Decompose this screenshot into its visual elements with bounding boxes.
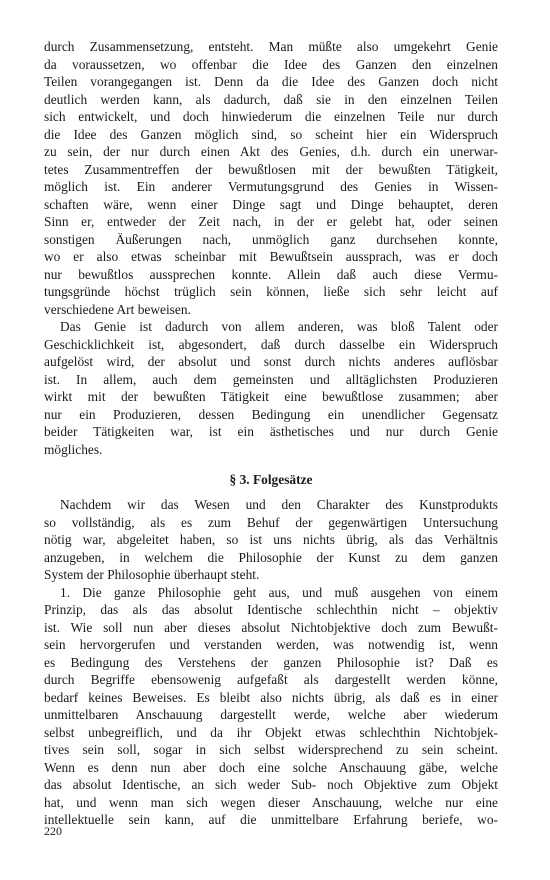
text-line: nur ein Produzieren, dessen Bedingung ein unendlicher Gegensatz: [44, 406, 498, 422]
text-line: mögliches.: [44, 441, 103, 457]
text-line: schaften wäre, wenn einer Dinge sagt und Dinge behauptet, deren: [44, 196, 498, 212]
text-line: unmittelbaren Anschauung dargestellt werde, welche aber wiederum: [44, 707, 498, 722]
text-line: aufgelöst wird, der absolut und sonst durch nichts anderes auflösbar: [44, 354, 498, 369]
text-line: deutlich werden kann, als dadurch, daß sie in den einzelnen Teilen: [44, 91, 498, 107]
text-line: sein hervorgerufen und verstanden werden, was notwendig ist, wenn: [44, 637, 498, 652]
text-line: tetes Zusammentreffen der bewußtlosen mit der bewußten Tätigkeit,: [44, 161, 498, 177]
text-line: da voraussetzen, wo offenbar die Idee des Ganzen den einzelnen: [44, 56, 498, 72]
text-line: Prinzip, das als das absolut Identische schlechthin nicht – objektiv: [44, 602, 498, 617]
text-line: Wenn es denn nun aber doch eine solche Anschauung gäbe, welche: [44, 759, 498, 775]
text-line: selbst unbegreiflich, und da ihr Objekt etwas schlechthin Nichtobjek-: [44, 724, 498, 740]
text-line: nötig war, abgeleitet haben, so ist uns nichts übrig, als das Verhältnis: [44, 532, 498, 547]
text-line: Nachdem wir das Wesen und den Charakter des Kunstprodukts: [60, 497, 498, 512]
paragraph-consequences: [44, 496, 498, 829]
text-line: nur bewußtlos aussprechen konnte. Allein daß auch diese Vermu-: [44, 266, 498, 282]
text-line: intellektuelle sein kann, auf die unmittelbare Erfahrung beriefe, wo-: [44, 812, 498, 827]
text-line: Geschicklichkeit ist, abgesondert, daß durch dasselbe ein Widerspruch: [44, 336, 498, 352]
text-line: sich entwickelt, und doch hinwiederum die einzelnen Teile nur durch: [44, 109, 498, 124]
text-line: zu sein, der nur durch einen Akt des Genies, d.h. durch ein unerwar-: [44, 144, 498, 159]
text-line: sonstigen Äußerungen nach, unmöglich ganz durchsehen konnte,: [44, 231, 498, 247]
text-line: Sinn er, entweder der Zeit nach, in der er gelebt hat, oder seinen: [44, 214, 498, 229]
text-line: so vollständig, als es zum Behuf der gegenwärtigen Untersuchung: [44, 514, 498, 530]
text-line: durch Zusammensetzung, entsteht. Man müßte also umgekehrt Genie: [44, 39, 498, 54]
text-line: das absolut Identische, an sich weder Sub- noch Objektive zum Objekt: [44, 777, 498, 792]
text-line: wirkt mit der bewußten Tätigkeit eine bewußtlose zusammen; aber: [44, 389, 498, 404]
text-line: tives sein soll, sogar in sich selbst widersprechend zu sein scheint.: [44, 742, 498, 757]
text-line: System der Philosophie überhaupt steht.: [44, 567, 260, 582]
text-line: verschiedene Art beweisen.: [44, 301, 191, 317]
text-line: es Bedingung des Verstehens der ganzen Philosophie ist? Daß es: [44, 654, 498, 670]
text-line: Teilen vorangegangen ist. Denn da die Idee des Ganzen doch nicht: [44, 74, 498, 89]
text-line: bedarf keines Beweises. Es bleibt also nichts übrig, als daß es in einer: [44, 689, 498, 705]
text-line: anzugeben, in welchem die Philosophie der Kunst zu dem ganzen: [44, 549, 498, 565]
text-line: ist. Wie soll nun aber dieses absolut Nichtobjektive doch zum Bewußt-: [44, 619, 498, 635]
text-line: die Idee des Ganzen möglich sind, so scheint hier ein Widerspruch: [44, 126, 498, 142]
text-line: tungsgründe höchst trüglich sein können, ließe sich sehr leicht auf: [44, 284, 498, 299]
text-line: beider Tätigkeiten war, ist ein ästhetisches und nur durch Genie: [44, 424, 498, 439]
section-heading: § 3. Folgesätze: [229, 472, 313, 487]
text-line: hat, und wenn man sich wegen dieser Anschauung, welche nur eine: [44, 794, 498, 810]
text-line: wo er also etwas scheinbar mit Bewußtsein aussprach, was er doch: [44, 249, 498, 264]
text-line: ist. In allem, auch dem gemeinsten und alltäglichsten Produzieren: [44, 371, 498, 387]
paragraph-genius-ideas: [44, 38, 498, 458]
text-line: durch Begriffe ebensowenig aufgefaßt als dargestellt werden könne,: [44, 672, 498, 687]
text-line: Das Genie ist dadurch von allem anderen, was bloß Talent oder: [60, 319, 498, 334]
text-line: möglich ist. Ein anderer Vermutungsgrund des Genies in Wissen-: [44, 179, 498, 194]
page-number: 220: [44, 824, 62, 838]
text-line: 1. Die ganze Philosophie geht aus, und muß ausgehen von einem: [60, 584, 498, 600]
